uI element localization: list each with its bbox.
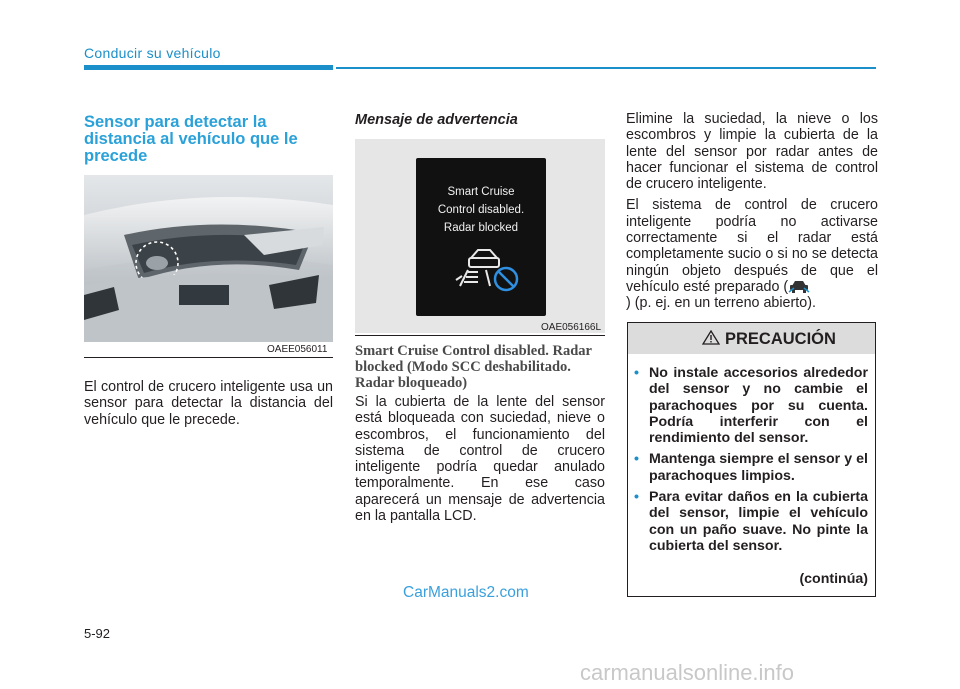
caution-list	[634, 365, 868, 559]
header-rule-thick	[84, 65, 333, 70]
image-code: OAE056166L	[541, 322, 602, 333]
lcd-line: Smart Cruise	[447, 186, 515, 198]
body-text: El control de crucero inteligente usa un sensor para detectar la distancia del vehículo que le precede.	[84, 379, 333, 428]
list-item	[634, 489, 868, 554]
footer-watermark: carmanualsonline.info	[580, 660, 795, 685]
message-title: Smart Cruise Control disabled. Radar blocked (Modo SCC deshabilitado. Radar bloqueado)	[355, 343, 592, 391]
continued-note: (continúa)	[799, 571, 868, 587]
radar-blocked-icon	[416, 158, 546, 316]
paragraph-part: ) (p. ej. en un terreno abierto).	[626, 295, 816, 312]
list-item	[634, 451, 868, 484]
subsection-title: Mensaje de advertencia	[355, 112, 518, 128]
car-ready-icon	[788, 279, 810, 293]
lcd-line: Radar blocked	[443, 222, 519, 234]
paragraph: Elimine la suciedad, la nieve o los escombros y limpie la cubierta de la lente del sensor por radar antes de hacer funcionar el sistema de control de crucero inteligente.	[626, 111, 878, 193]
bullet-icon: •	[634, 451, 639, 468]
body-text	[626, 111, 878, 317]
page-number: 5-92	[84, 626, 111, 641]
paragraph	[626, 197, 878, 311]
caption-rule	[355, 335, 605, 336]
image-code: OAEE056011	[267, 344, 328, 355]
lcd-message	[416, 183, 546, 237]
list-item	[634, 365, 868, 446]
lcd-screen	[416, 158, 546, 316]
list-item-text: Mantenga siempre el sensor y el parachoques limpios.	[649, 451, 868, 484]
caution-title	[702, 330, 836, 349]
warning-triangle-icon	[702, 330, 720, 345]
body-text: Si la cubierta de la lente del sensor está bloqueada con suciedad, nieve o escombros, el funcionamiento del sistema de control de crucero inteligente podría quedar anulado temporalmente. En ese caso aparecerá un mensaje de advertencia en la pantalla LCD.	[355, 394, 605, 525]
bullet-icon: •	[634, 365, 639, 381]
list-item-text: Para evitar daños en la cubierta del sensor, limpie el vehículo con un paño suave. No pinte la cubierta del sensor.	[649, 489, 868, 554]
section-header: Conducir su vehículo	[84, 45, 221, 61]
paragraph-part: El sistema de control de crucero inteligente podría no activarse correctamente si el radar está completamente sucio o si no se detecta ningún objeto después de que el vehículo esté preparado (	[626, 197, 878, 295]
lcd-line: Control disabled.	[437, 204, 525, 216]
bullet-icon: •	[634, 489, 639, 506]
header-rule-thin	[336, 67, 876, 69]
watermark-link[interactable]: CarManuals2.com	[403, 584, 529, 601]
caution-title-text: PRECAUCIÓN	[725, 330, 836, 348]
section-title: Sensor para detectar la distancia al vehículo que le precede	[84, 113, 298, 165]
list-item-text: No instale accesorios alrededor del sensor y no cambie el parachoques por su cuenta. Podría interferir con el rendimiento del sensor.	[649, 365, 868, 447]
car-front-photo	[84, 175, 333, 342]
caption-rule	[84, 357, 333, 358]
